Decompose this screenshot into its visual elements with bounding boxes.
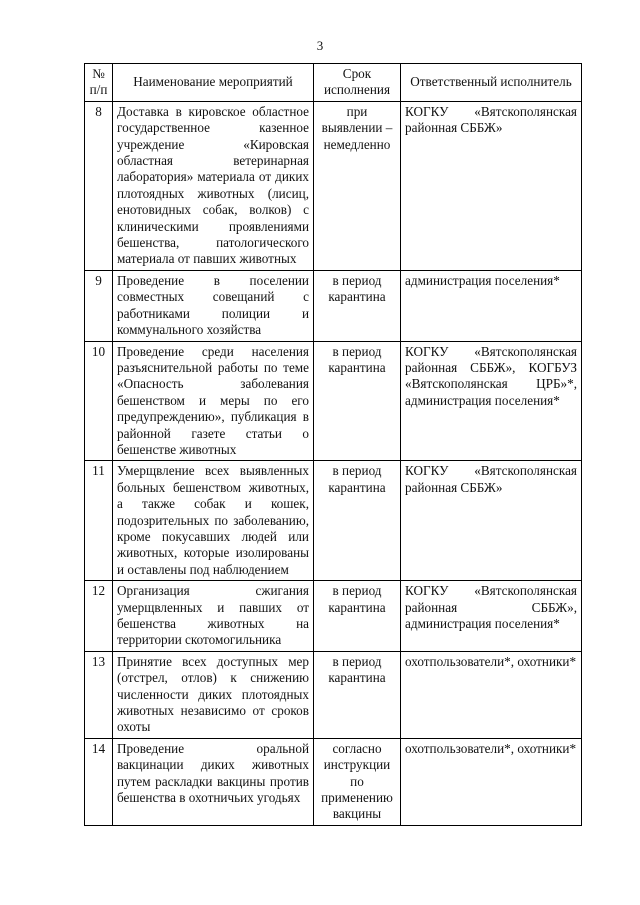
table-row	[85, 341, 582, 461]
table-row	[85, 738, 582, 825]
row-term: в период карантина	[314, 270, 401, 341]
row-num: 10	[85, 341, 113, 461]
row-num: 11	[85, 461, 113, 581]
header-num: № п/п	[85, 64, 113, 102]
header-name: Наименование мероприятий	[113, 64, 314, 102]
row-term: при выявлении – немедленно	[314, 101, 401, 270]
row-name: Проведение среди населения разъяснительной работы по теме «Опасность заболевания бешенством и меры по его предупреждению», публикация в районной газете статьи о бешенстве животных	[113, 341, 314, 461]
row-executor: администрация поселения*	[401, 270, 582, 341]
row-term: согласно инструкции по применению вакцины	[314, 738, 401, 825]
page-number: 3	[316, 38, 324, 53]
row-num: 14	[85, 738, 113, 825]
table-row	[85, 581, 582, 652]
table-row	[85, 651, 582, 738]
table-row	[85, 101, 582, 270]
row-name: Организация сжигания умерщвленных и павших от бешенства животных на территории скотомогильника	[113, 581, 314, 652]
row-executor: КОГКУ «Вятскополянская районная СББЖ», администрация поселения*	[401, 581, 582, 652]
row-num: 8	[85, 101, 113, 270]
header-term: Срок исполнения	[314, 64, 401, 102]
table-row	[85, 270, 582, 341]
row-name: Проведение оральной вакцинации диких животных путем раскладки вакцины против бешенства в охотничьих угодьях	[113, 738, 314, 825]
table-header-row	[85, 64, 582, 102]
row-term: в период карантина	[314, 341, 401, 461]
row-num: 13	[85, 651, 113, 738]
row-executor: КОГКУ «Вятскополянская районная СББЖ», КОГБУЗ «Вятскополянская ЦРБ»*, администрация поселения*	[401, 341, 582, 461]
row-num: 9	[85, 270, 113, 341]
row-term: в период карантина	[314, 461, 401, 581]
row-name: Принятие всех доступных мер (отстрел, отлов) к снижению численности диких плотоядных животных независимо от сроков охоты	[113, 651, 314, 738]
row-name: Доставка в кировское областное государственное казенное учреждение «Кировская областная ветеринарная лаборатория» материала от диких плотоядных животных (лисиц, енотовидных собак, волков) с клиническими проявлениями бешенства, патологического материала от павших животных	[113, 101, 314, 270]
header-executor: Ответственный исполнитель	[401, 64, 582, 102]
row-executor: охотпользователи*, охотники*	[401, 651, 582, 738]
row-name: Проведение в поселении совместных совещаний с работниками полиции и коммунального хозяйства	[113, 270, 314, 341]
row-executor: КОГКУ «Вятскополянская районная СББЖ»	[401, 461, 582, 581]
row-num: 12	[85, 581, 113, 652]
row-term: в период карантина	[314, 651, 401, 738]
table-row	[85, 461, 582, 581]
row-executor: КОГКУ «Вятскополянская районная СББЖ»	[401, 101, 582, 270]
row-name: Умерщвление всех выявленных больных бешенством животных, а также собак и кошек, подозрительных по заболеванию, кроме покусавших людей или животных, которые изолированы и оставлены под наблюдением	[113, 461, 314, 581]
row-term: в период карантина	[314, 581, 401, 652]
row-executor: охотпользователи*, охотники*	[401, 738, 582, 825]
activities-table	[84, 63, 582, 826]
